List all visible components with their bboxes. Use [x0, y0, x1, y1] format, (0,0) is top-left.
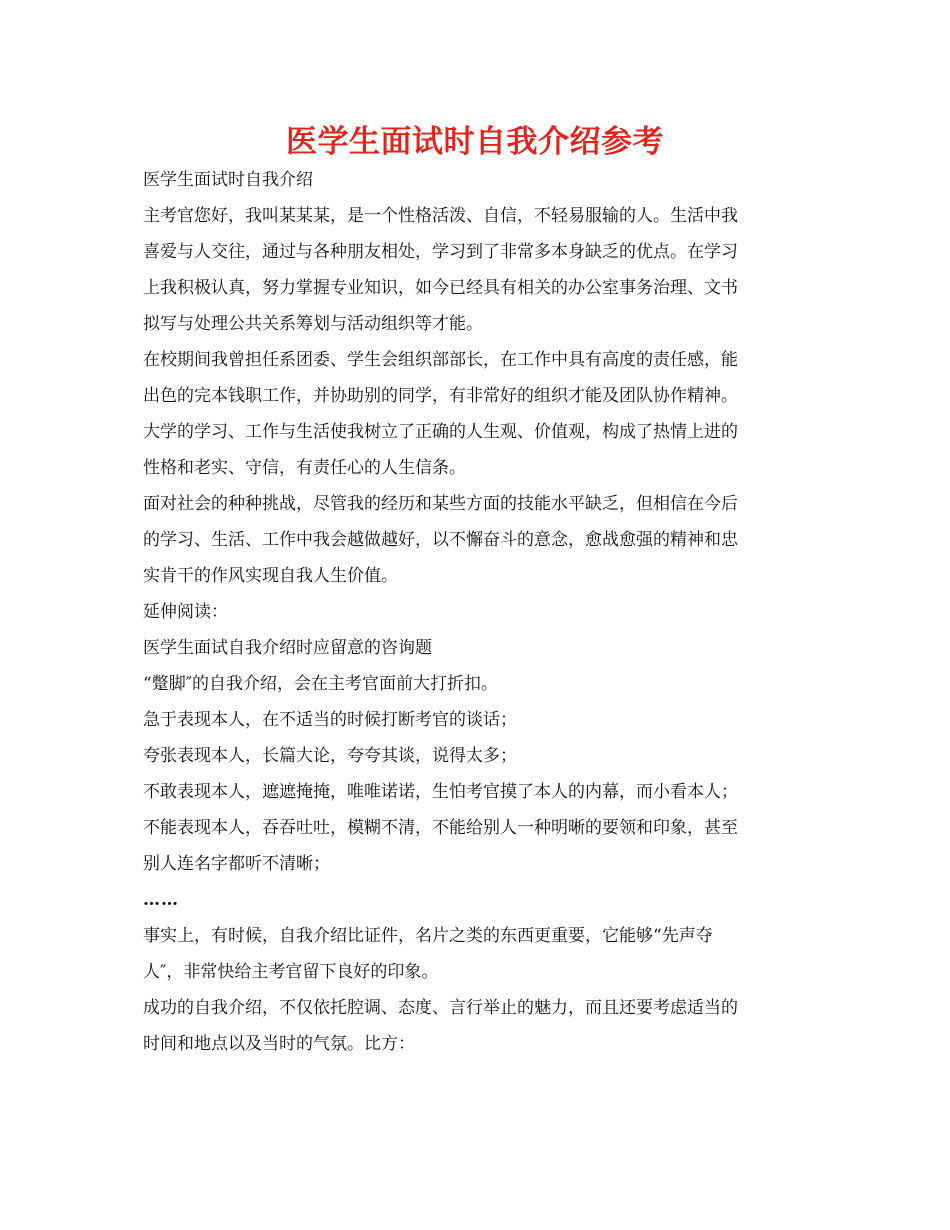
- body-line: 别人连名字都听不清晰；: [143, 854, 330, 874]
- body-line: 在校期间我曾担任系团委、学生会组织部部长，在工作中具有高度的责任感，能: [143, 350, 738, 370]
- document-body: [143, 162, 808, 1062]
- body-line: 医学生面试时自我介绍: [143, 170, 313, 190]
- body-line: 夸张表现本人，长篇大论，夸夸其谈，说得太多；: [143, 746, 517, 766]
- body-line: 实肯干的作风实现自我人生价值。: [143, 566, 398, 586]
- body-line: 不能表现本人，吞吞吐吐，模糊不清，不能给别人一种明晰的要领和印象，甚至: [143, 818, 738, 838]
- body-line: 出色的完本钱职工作，并协助别的同学，有非常好的组织才能及团队协作精神。: [143, 386, 738, 406]
- body-line: 喜爱与人交往，通过与各种朋友相处，学习到了非常多本身缺乏的优点。在学习: [143, 242, 738, 262]
- body-line: 不敢表现本人，遮遮掩掩，唯唯诺诺，生怕考官摸了本人的内幕，而小看本人；: [143, 782, 738, 802]
- body-line: 延伸阅读：: [143, 602, 228, 622]
- body-line: 急于表现本人，在不适当的时候打断考官的谈话；: [143, 710, 517, 730]
- body-line: 事实上，有时候，自我介绍比证件，名片之类的东西更重要，它能够“先声夺: [143, 926, 713, 946]
- body-line: 时间和地点以及当时的气氛。比方：: [143, 1034, 415, 1054]
- body-line: 主考官您好，我叫某某某，是一个性格活泼、自信，不轻易服输的人。生活中我: [143, 206, 738, 226]
- body-line: 成功的自我介绍，不仅依托腔调、态度、言行举止的魅力，而且还要考虑适当的: [143, 998, 738, 1018]
- body-line: 医学生面试自我介绍时应留意的咨询题: [143, 638, 432, 658]
- body-line: 大学的学习、工作与生活使我树立了正确的人生观、价值观，构成了热情上进的: [143, 422, 738, 442]
- body-line: 上我积极认真，努力掌握专业知识，如今已经具有相关的办公室事务治理、文书: [143, 278, 738, 298]
- body-line: 人″，非常快给主考官留下良好的印象。: [143, 962, 439, 982]
- document-title: 医学生面试时自我介绍参考: [286, 124, 664, 160]
- ellipsis-line: ……: [143, 890, 179, 910]
- body-line: “蹩脚″的自我介绍，会在主考官面前大打折扣。: [143, 674, 499, 694]
- body-line: 拟写与处理公共关系筹划与活动组织等才能。: [143, 314, 483, 334]
- body-line: 面对社会的种种挑战，尽管我的经历和某些方面的技能水平缺乏，但相信在今后: [143, 494, 738, 514]
- body-line: 的学习、生活、工作中我会越做越好，以不懈奋斗的意念，愈战愈强的精神和忠: [143, 530, 738, 550]
- body-line: 性格和老实、守信，有责任心的人生信条。: [143, 458, 466, 478]
